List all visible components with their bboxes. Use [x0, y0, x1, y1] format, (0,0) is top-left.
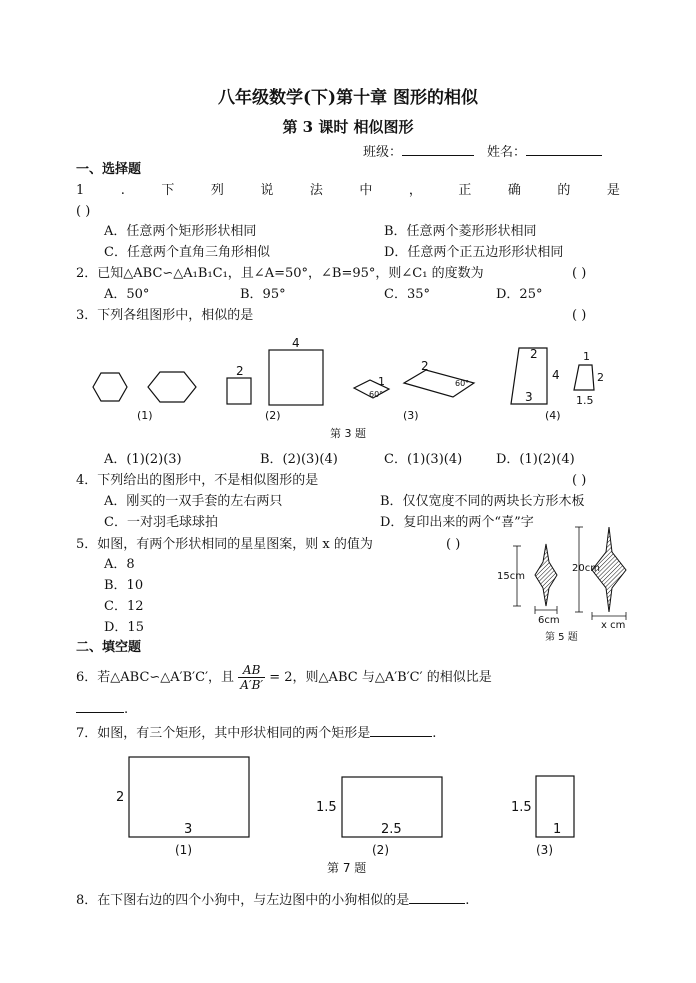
- section-heading-choice: 一、选择题: [76, 162, 142, 177]
- q7-r1-bottom: 3: [184, 822, 193, 837]
- q8-stem: [76, 890, 469, 909]
- q7-r2-bottom: 2.5: [381, 822, 402, 837]
- q7-fig-label-1: (1): [175, 843, 192, 857]
- q5-option-d: D．15: [104, 620, 144, 635]
- q3-rh-big-label: 2: [421, 359, 429, 373]
- q3-tz-big-side: 4: [552, 368, 560, 382]
- q3-tz-small-bottom: 1.5: [576, 394, 594, 407]
- q3-option-a: A．(1)(2)(3): [104, 452, 182, 467]
- q3-tz-big-top: 2: [530, 347, 538, 361]
- q7-caption: 第 7 题: [327, 861, 367, 875]
- q3-paren: ( ): [572, 308, 587, 323]
- q5-w-small: 6cm: [538, 615, 560, 626]
- q3-caption: 第 3 题: [330, 427, 366, 440]
- q8-text: 8．在下图右边的四个小狗中，与左边图中的小狗相似的是: [76, 893, 410, 908]
- q5-w-big: x cm: [601, 620, 626, 631]
- q1-option-d: D．任意两个正五边形形状相同: [384, 245, 564, 260]
- q4-option-a: A．刚买的一双手套的左右两只: [104, 494, 283, 509]
- q2-option-d: D．25°: [496, 287, 543, 302]
- q8-blank: [409, 890, 465, 904]
- q5-option-c: C．12: [104, 599, 144, 614]
- q1-option-b: B．任意两个菱形形状相同: [384, 224, 537, 239]
- page-subtitle: 第 3 课时 相似图形: [282, 118, 414, 136]
- q1-option-a: A．任意两个矩形形状相同: [104, 224, 257, 239]
- q1-paren: ( ): [76, 204, 91, 219]
- q6-end: .: [124, 702, 129, 717]
- q4-option-b: B．仅仅宽度不同的两块长方形木板: [380, 494, 585, 509]
- q3-option-c: C．(1)(3)(4): [384, 452, 463, 467]
- q3-fig-label-1: (1): [137, 409, 153, 422]
- q5-paren: ( ): [446, 537, 461, 552]
- q2-option-a: A．50°: [104, 287, 150, 302]
- q4-option-d: D．复印出来的两个“喜”字: [380, 515, 534, 530]
- q3-sq-big-label: 4: [292, 336, 300, 350]
- q6-numerator: AB: [238, 663, 265, 678]
- q3-tz-small-side: 2: [597, 371, 604, 384]
- q3-fig-label-3: (3): [403, 409, 419, 422]
- q3-option-d: D．(1)(2)(4): [496, 452, 575, 467]
- page-title: 八年级数学(下)第十章 图形的相似: [217, 88, 478, 108]
- q7-text: 7．如图，有三个矩形，其中形状相同的两个矩形是: [76, 726, 371, 741]
- section-heading-fill: 二、填空题: [76, 640, 142, 655]
- q3-tz-big-bottom: 3: [525, 390, 533, 404]
- q5-option-a: A．8: [104, 557, 135, 572]
- q5-h-small: 15cm: [497, 571, 525, 582]
- q2-option-b: B．95°: [240, 287, 286, 302]
- q3-fig-label-2: (2): [265, 409, 281, 422]
- q3-rh-big-angle: 60°: [455, 379, 470, 388]
- class-label: 班级：: [363, 145, 403, 160]
- q2-stem: 2．已知△ABC∽△A₁B₁C₁，且∠A=50°，∠B=95°，则∠C₁ 的度数为: [76, 266, 484, 281]
- name-label: 姓名：: [487, 145, 527, 160]
- q7-r1-side: 2: [116, 790, 125, 805]
- q4-stem: 4．下列给出的图形中，不是相似图形的是: [76, 473, 319, 488]
- q3-rh-small-label: 1: [378, 375, 385, 388]
- q1-option-c: C．任意两个直角三角形相似: [104, 245, 270, 260]
- q3-rh-small-angle: 60°: [369, 390, 384, 399]
- q6-pre: 6．若△ABC∽△A′B′C′，且: [76, 670, 235, 685]
- q5-stem: 5．如图，有两个形状相同的星星图案，则 x 的值为: [76, 537, 373, 552]
- q3-fig-label-4: (4): [545, 409, 561, 422]
- q7-end: .: [432, 726, 437, 741]
- q3-sq-small-label: 2: [236, 364, 244, 378]
- q5-option-b: B．10: [104, 578, 144, 593]
- q6-denominator: A′B′: [240, 678, 264, 692]
- q7-r3-bottom: 1: [553, 822, 562, 837]
- q7-r2-side: 1.5: [316, 800, 337, 815]
- q7-fig-label-2: (2): [372, 843, 389, 857]
- q7-fig-label-3: (3): [536, 843, 553, 857]
- q6-post: = 2，则△ABC 与△A′B′C′ 的相似比是: [269, 670, 492, 685]
- q7-r3-side: 1.5: [511, 800, 532, 815]
- q5-caption: 第 5 题: [545, 632, 578, 643]
- q3-tz-small-top: 1: [583, 350, 590, 363]
- q3-stem: 3．下列各组图形中，相似的是: [76, 308, 254, 323]
- q5-h-big: 20cm: [572, 563, 600, 574]
- q8-end: .: [465, 893, 470, 908]
- q4-paren: ( ): [572, 473, 587, 488]
- q3-option-b: B．(2)(3)(4): [260, 452, 338, 467]
- q4-option-c: C．一对羽毛球球拍: [104, 515, 218, 530]
- q1-stem: 1 . 下 列 说 法 中 ， 正 确 的 是: [76, 183, 620, 198]
- q2-paren: ( ): [572, 266, 587, 281]
- q2-option-c: C．35°: [384, 287, 430, 302]
